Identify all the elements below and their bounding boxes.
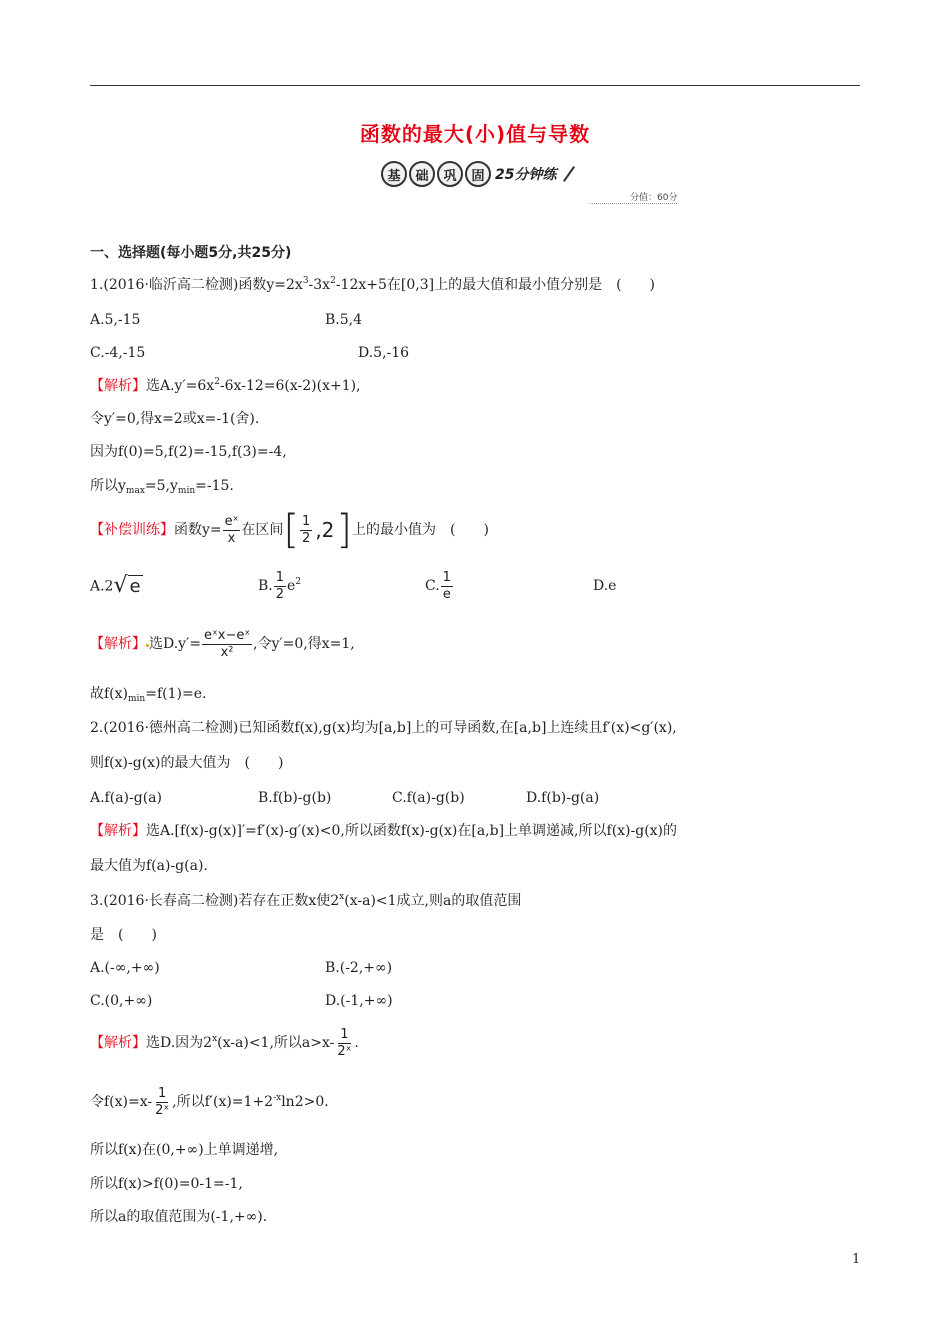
score-label: 分值：60分	[590, 190, 677, 204]
option-sup: 2	[295, 577, 302, 587]
fraction	[274, 570, 286, 603]
fraction-numerator: 1	[302, 513, 311, 529]
bonus-sol-text: 故f(x)	[90, 686, 129, 702]
radicand: e	[129, 576, 141, 597]
option-d: D.f(b)-g(a)	[526, 790, 600, 806]
fraction-denominator: x	[227, 530, 236, 546]
q3-text: (x-a)<1成立,则a的取值范围	[344, 893, 522, 909]
bonus-text: 在区间	[241, 522, 284, 538]
q2-solution-line	[90, 822, 677, 840]
q3-solution-line	[90, 1023, 359, 1063]
pen-stroke-icon	[564, 166, 576, 182]
option-a: A.(-∞,+∞)	[90, 960, 160, 976]
q3-text: 3.(2016·长春高二检测)若存在正数x使2	[90, 893, 340, 909]
interval-right: ,2	[315, 518, 335, 542]
fraction-numerator: 1	[158, 1085, 167, 1101]
fraction-denominator: x²	[220, 644, 234, 660]
fraction	[153, 1086, 171, 1119]
section-badge	[381, 160, 578, 188]
q1-solution-line	[90, 377, 361, 395]
q3-sup: x	[339, 892, 345, 902]
badge-char: 础	[409, 161, 435, 187]
fraction-numerator: 1	[340, 1026, 349, 1042]
question-2: 2.(2016·德州高二检测)已知函数f(x),g(x)均为[a,b]上的可导函数,在[a,b]上连续且f′(x)<g′(x),	[90, 720, 677, 736]
bonus-solution-line	[90, 685, 206, 703]
bonus-text: 上的最小值为 ( )	[352, 522, 489, 538]
q1-sol-text: =-15.	[195, 478, 234, 494]
bonus-option-a	[90, 568, 143, 605]
sqrt-icon: √ e	[113, 573, 141, 598]
option-a: A.5,-15	[90, 312, 141, 328]
q1-sol-text: 选A.y′=6x	[146, 378, 215, 394]
q1-sol-text: 所以y	[90, 478, 126, 494]
question-3	[90, 892, 521, 910]
q1-text: -3x	[308, 277, 331, 293]
badge-char: 固	[465, 161, 491, 187]
bonus-sol-text: ,令y′=0,得x=1,	[253, 636, 355, 652]
fraction-numerator: eˣ	[224, 513, 239, 529]
option-d: D.5,-16	[358, 345, 410, 361]
fraction-numerator: 1	[442, 569, 451, 585]
q3-sol-sup: -x	[273, 1093, 282, 1103]
option-b: B.5,4	[325, 312, 363, 328]
q1-solution-line: 因为f(0)=5,f(2)=-15,f(3)=-4,	[90, 444, 287, 460]
q1-sol-text: =5,y	[144, 478, 178, 494]
bonus-sol-text: 选D.y′=	[149, 636, 201, 652]
q3-solution-line	[90, 1082, 329, 1122]
bonus-tag: 【补偿训练】	[90, 522, 174, 538]
q1-sup: 3	[302, 276, 309, 286]
fraction-denominator: e	[442, 586, 451, 602]
q3-solution-line: 所以a的取值范围为(-1,+∞).	[90, 1209, 268, 1225]
fraction-denominator: 2ˣ	[337, 1043, 352, 1059]
q2-solution-line: 最大值为f(a)-g(a).	[90, 858, 208, 874]
section-heading: 一、选择题(每小题5分,共25分)	[90, 245, 292, 261]
q3-sol-text: ln2>0.	[281, 1094, 329, 1110]
q1-solution-line: 令y′=0,得x=2或x=-1(舍).	[90, 411, 260, 427]
option-c: C.(0,+∞)	[90, 993, 153, 1009]
fraction-numerator: 1	[275, 569, 285, 585]
q3-sol-text: 令f(x)=x-	[90, 1094, 153, 1110]
q3-sol-sup: x	[212, 1034, 218, 1044]
question-1	[90, 276, 655, 294]
option-label: A.2	[90, 578, 114, 595]
fraction	[300, 514, 312, 547]
fraction	[202, 628, 252, 661]
question-2: 则f(x)-g(x)的最大值为 ( )	[90, 755, 284, 771]
q1-text: -12x+5在[0,3]上的最大值和最小值分别是 ( )	[335, 277, 656, 293]
option-a: A.f(a)-g(a)	[90, 790, 162, 806]
q1-sol-sup: 2	[214, 377, 220, 387]
q2-sol-text: 选A.[f(x)-g(x)]′=f′(x)-g′(x)<0,所以函数f(x)-g(x)在[a,b]上单调递减,所以f(x)-g(x)的	[146, 823, 678, 839]
badge-char: 基	[381, 161, 407, 187]
q3-sol-text: ,所以f′(x)=1+2	[172, 1094, 274, 1110]
q3-sol-text: 选D.因为2	[146, 1035, 213, 1051]
header-rule	[90, 85, 860, 86]
bonus-option-c	[425, 568, 454, 604]
bonus-sol-text: =f(1)=e.	[145, 686, 207, 702]
q1-sol-sub: max	[125, 486, 145, 496]
bonus-sol-sub: min	[128, 694, 146, 704]
question-3: 是 ( )	[90, 927, 157, 943]
q1-sol-text: -6x-12=6(x-2)(x+1),	[219, 378, 361, 394]
bonus-text: 函数y=	[174, 522, 222, 538]
solution-tag: 【解析】	[90, 378, 146, 394]
bonus-option-d: D.e	[593, 578, 617, 594]
option-d: D.(-1,+∞)	[325, 993, 393, 1009]
option-c: C.f(a)-g(b)	[392, 790, 465, 806]
badge-time: 25分钟练	[495, 167, 557, 183]
solution-tag: 【解析】	[90, 636, 146, 652]
fraction-denominator: 2	[302, 530, 311, 546]
q1-sup: 2	[330, 276, 336, 286]
fraction-numerator: eˣx−eˣ	[204, 627, 251, 643]
q1-text: 1.(2016·临沂高二检测)函数y=2x	[90, 277, 303, 293]
q1-solution-line	[90, 477, 234, 495]
q3-solution-line: 所以f(x)>f(0)=0-1=-1,	[90, 1176, 243, 1192]
option-text: e	[287, 578, 296, 594]
option-b: B.f(b)-g(b)	[258, 790, 332, 806]
page-number: 1	[852, 1252, 861, 1267]
option-c: C.-4,-15	[90, 345, 146, 361]
q3-sol-text: .	[354, 1035, 359, 1051]
fraction-denominator: 2ˣ	[155, 1102, 170, 1118]
interval: [ $\frac{1}{2}$ ,2 ]	[283, 507, 353, 553]
bonus-option-b	[258, 568, 301, 604]
bonus-solution-line	[90, 624, 355, 664]
badge-char: 巩	[437, 161, 463, 187]
fraction	[223, 514, 241, 547]
option-label: B.	[258, 578, 273, 594]
bonus-question	[90, 507, 489, 553]
q3-sol-text: (x-a)<1,所以a>x-	[217, 1035, 335, 1051]
option-b: B.(-2,+∞)	[325, 960, 393, 976]
page-title: 函数的最大(小)值与导数	[359, 122, 591, 146]
fraction	[335, 1027, 353, 1060]
q3-solution-line: 所以f(x)在(0,+∞)上单调递增,	[90, 1142, 279, 1158]
option-label: C.	[425, 578, 440, 594]
fraction-denominator: 2	[275, 586, 285, 602]
fraction	[441, 570, 453, 603]
q1-sol-sub: min	[177, 486, 196, 496]
solution-tag: 【解析】	[90, 1035, 146, 1051]
solution-tag: 【解析】	[90, 823, 146, 839]
